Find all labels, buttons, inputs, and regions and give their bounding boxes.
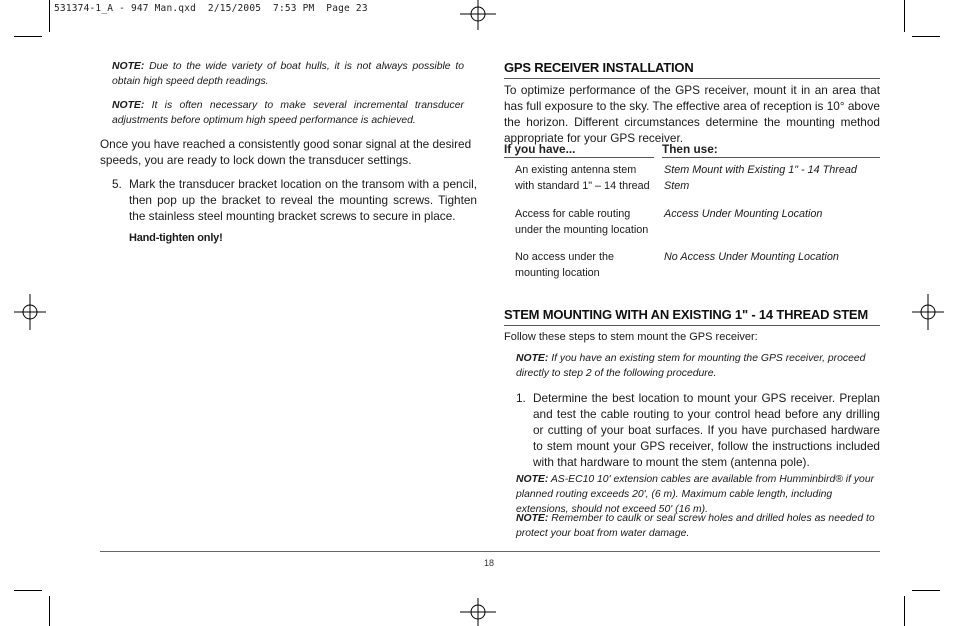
note-incremental-adjustments bbox=[112, 98, 464, 128]
registration-mark-right bbox=[910, 292, 946, 332]
table-header-rule bbox=[504, 157, 654, 158]
registration-mark-left bbox=[12, 292, 48, 332]
step-1-text: Determine the best location to mount your GPS receiver. Preplan and test the cable routing to your control head before any drilling or cutting of your boat surfaces. If you have purchased hardware to stem mount your GPS receiver, follow the instructions included with that hardware to mount the stem (antenna pole). bbox=[533, 391, 880, 469]
step-5-text: Mark the transducer bracket location on the transom with a pencil, then pop up the bracket to reveal the mounting screws. Tighten the stainless steel mounting bracket screws to secure in place. bbox=[129, 177, 477, 223]
footer-rule bbox=[100, 551, 880, 552]
note-label: NOTE: bbox=[516, 353, 549, 364]
note-text: AS-EC10 10' extension cables are available from Humminbird® if your planned routing exceeds 20', (6 m). Maximum cable length, including extensions, should not exceed 50' (16 m). bbox=[516, 474, 875, 515]
page-number: 18 bbox=[484, 558, 495, 568]
note-text: It is often necessary to make several incremental transducer adjustments before optimum high speed performance is achieved. bbox=[112, 100, 464, 126]
heading-stem-mounting: STEM MOUNTING WITH AN EXISTING 1" - 14 THREAD STEM bbox=[504, 307, 880, 326]
table-row-1-use: Stem Mount with Existing 1" - 14 Thread Stem bbox=[664, 164, 857, 192]
paragraph-gps-intro: To optimize performance of the GPS receiver, mount it in an area that has full exposure to the sky. The effective area of reception is 10° above the horizon. Different circumstances determine the mounting method appropriate for your GPS receiver. bbox=[504, 83, 880, 145]
table-row-1-have: An existing antenna stem with standard 1" – 14 thread bbox=[515, 164, 650, 192]
note-hull-variety bbox=[112, 59, 464, 89]
paragraph-lock-down: Once you have reached a consistently good sonar signal at the desired speeds, you are ready to lock down the transducer settings. bbox=[100, 137, 472, 167]
note-text: Due to the wide variety of boat hulls, it is not always possible to obtain high speed depth readings. bbox=[112, 61, 464, 87]
note-caulk-seal bbox=[516, 511, 880, 541]
note-text: Remember to caulk or seal screw holes and drilled holes as needed to protect your boat from water damage. bbox=[516, 513, 875, 539]
note-label: NOTE: bbox=[516, 474, 549, 485]
crop-mark bbox=[14, 590, 42, 591]
crop-mark bbox=[14, 36, 42, 37]
crop-mark bbox=[912, 36, 940, 37]
note-label: NOTE: bbox=[112, 100, 145, 111]
hand-tighten-emphasis: Hand-tighten only! bbox=[129, 232, 223, 244]
table-row-2-have: Access for cable routing under the mounting location bbox=[515, 208, 649, 236]
table-header-use: Then use: bbox=[662, 142, 718, 156]
heading-gps-receiver-installation: GPS RECEIVER INSTALLATION bbox=[504, 60, 880, 79]
crop-mark bbox=[49, 596, 50, 626]
crop-mark bbox=[912, 590, 940, 591]
table-row-3-use: No Access Under Mounting Location bbox=[664, 251, 839, 263]
table-row-2-use: Access Under Mounting Location bbox=[664, 208, 823, 220]
table-header-rule bbox=[662, 157, 880, 158]
registration-mark-top bbox=[458, 0, 498, 32]
paragraph-follow-steps: Follow these steps to stem mount the GPS receiver: bbox=[504, 331, 758, 343]
crop-mark bbox=[904, 596, 905, 626]
note-text: If you have an existing stem for mounting the GPS receiver, proceed directly to step 2 of the following procedure. bbox=[516, 353, 866, 379]
note-label: NOTE: bbox=[112, 61, 145, 72]
step-number: 1. bbox=[516, 391, 526, 405]
step-number: 5. bbox=[112, 177, 122, 191]
printer-slug: 531374-1_A - 947 Man.qxd 2/15/2005 7:53 PM Page 23 bbox=[54, 3, 368, 14]
table-row-3-have: No access under the mounting location bbox=[515, 251, 615, 279]
note-existing-stem bbox=[516, 351, 880, 381]
crop-mark bbox=[49, 0, 50, 32]
crop-mark bbox=[904, 0, 905, 32]
note-label: NOTE: bbox=[516, 513, 549, 524]
table-header-have: If you have... bbox=[504, 142, 576, 156]
registration-mark-bottom bbox=[458, 596, 498, 626]
